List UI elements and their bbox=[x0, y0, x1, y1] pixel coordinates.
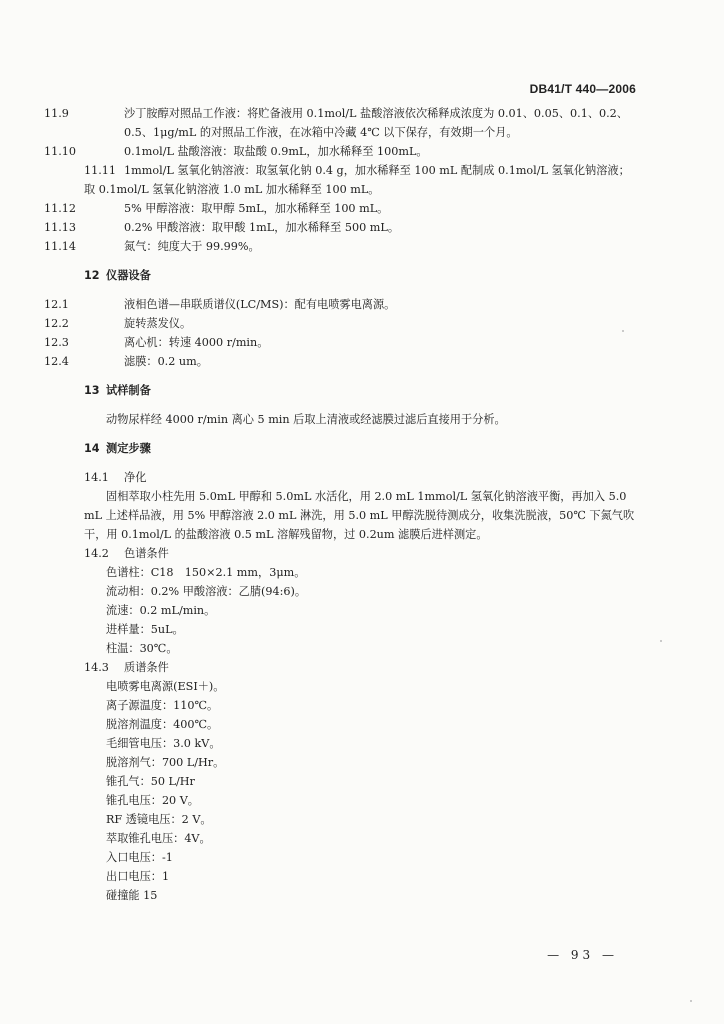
scan-speck bbox=[622, 330, 624, 332]
item-number: 12.1 bbox=[44, 298, 69, 311]
item-text: 0.2% 甲酸溶液：取甲酸 1mL，加水稀释至 500 mL。 bbox=[124, 221, 400, 234]
reagent-item bbox=[44, 199, 640, 218]
section-number: 14 bbox=[84, 442, 100, 455]
section-heading-procedure bbox=[84, 439, 640, 458]
condition-line: 毛细管电压：3.0 kV。 bbox=[106, 737, 221, 750]
item-text: 0.1mol/L 盐酸溶液：取盐酸 0.9mL，加水稀释至 100mL。 bbox=[124, 145, 428, 158]
item-number: 12.3 bbox=[44, 336, 69, 349]
condition-line: 流速：0.2 mL/min。 bbox=[106, 604, 216, 617]
condition-line: 脱溶剂温度：400℃。 bbox=[106, 718, 219, 731]
item-text: 液相色谱—串联质谱仪(LC/MS)：配有电喷雾电离源。 bbox=[124, 298, 396, 311]
condition-line: 电喷雾电离源(ESI＋)。 bbox=[106, 680, 225, 693]
condition-line: 流动相：0.2% 甲酸溶液：乙腈(94:6)。 bbox=[106, 585, 307, 598]
condition-line: 碰撞能 15 bbox=[106, 889, 158, 902]
condition-line: 离子源温度：110℃。 bbox=[106, 699, 219, 712]
item-text: 离心机：转速 4000 r/min。 bbox=[124, 336, 269, 349]
item-number: 11.11 bbox=[84, 164, 117, 177]
section-title: 试样制备 bbox=[106, 384, 151, 397]
condition-line: 色谱柱：C18 150×2.1 mm，3μm。 bbox=[106, 566, 306, 579]
subsection-title: 质谱条件 bbox=[124, 661, 169, 674]
reagent-item bbox=[44, 104, 640, 142]
section-number: 12 bbox=[84, 269, 100, 282]
item-text: 1mmol/L 氢氧化钠溶液：取氢氧化钠 0.4 g，加水稀释至 100 mL 配制成 0.1mol/L 氢氧化钠溶液；取 0.1mol/L 氢氧化钠溶液 1.0 mL 加水稀释至 100 mL。 bbox=[84, 164, 630, 196]
mass-spec-conditions bbox=[84, 677, 640, 905]
sample-prep-text: 动物尿样经 4000 r/min 离心 5 min 后取上清液或经滤膜过滤后直接用于分析。 bbox=[106, 413, 506, 426]
document-code: DB41/T 440—2006 bbox=[529, 82, 636, 96]
condition-line: 入口电压：-1 bbox=[106, 851, 173, 864]
reagent-item bbox=[44, 237, 640, 256]
item-number: 11.14 bbox=[44, 240, 77, 253]
subsection-title: 色谱条件 bbox=[124, 547, 169, 560]
chromatography-conditions bbox=[84, 563, 640, 658]
condition-line: 出口电压：1 bbox=[106, 870, 170, 883]
subsection-heading-cleanup bbox=[84, 468, 640, 487]
reagent-item bbox=[44, 218, 640, 237]
condition-line: 锥孔电压：20 V。 bbox=[106, 794, 199, 807]
item-text: 氮气：纯度大于 99.99%。 bbox=[124, 240, 260, 253]
item-text: 沙丁胺醇对照品工作液：将贮备液用 0.1mol/L 盐酸溶液依次稀释成浓度为 0.01、0.05、0.1、0.2、0.5、1μg/mL 的对照品工作液，在冰箱中冷藏 4℃ 以下保存，有效期一个月。 bbox=[124, 107, 628, 139]
equipment-item bbox=[44, 352, 640, 371]
subsection-heading-chromatography bbox=[84, 544, 640, 563]
section-heading-equipment bbox=[84, 266, 640, 285]
item-number: 11.9 bbox=[44, 107, 69, 120]
equipment-item bbox=[44, 333, 640, 352]
item-number: 14.2 bbox=[84, 547, 109, 560]
condition-line: 柱温：30℃。 bbox=[106, 642, 178, 655]
page-number: — 93 — bbox=[547, 948, 618, 962]
condition-line: 锥孔气：50 L/Hr bbox=[106, 775, 195, 788]
section-title: 测定步骤 bbox=[106, 442, 151, 455]
subsection-title: 净化 bbox=[124, 471, 147, 484]
cleanup-text: 固相萃取小柱先用 5.0mL 甲醇和 5.0mL 水活化，用 2.0 mL 1mmol/L 氢氧化钠溶液平衡，再加入 5.0 mL 上述样品液，用 5% 甲醇溶液 2.0 mL 淋洗，用 5.0 mL 甲醇洗脱待测成分，收集洗脱液，50℃ 下氮气吹干，用 0.1mol/L 的盐酸溶液 0.5 mL 溶解残留物，过 0.2um 滤膜后进样测定。 bbox=[84, 490, 635, 541]
condition-line: RF 透镜电压：2 V。 bbox=[106, 813, 212, 826]
item-number: 11.12 bbox=[44, 202, 77, 215]
item-number: 12.4 bbox=[44, 355, 69, 368]
condition-line: 进样量：5uL。 bbox=[106, 623, 184, 636]
page-content bbox=[44, 104, 640, 905]
section-heading-sample-prep bbox=[84, 381, 640, 400]
item-number: 12.2 bbox=[44, 317, 69, 330]
section-title: 仪器设备 bbox=[106, 269, 151, 282]
equipment-item bbox=[44, 295, 640, 314]
scan-speck bbox=[690, 1000, 692, 1002]
condition-line: 脱溶剂气：700 L/Hr。 bbox=[106, 756, 225, 769]
item-text: 滤膜：0.2 um。 bbox=[124, 355, 208, 368]
subsection-heading-mass-spec bbox=[84, 658, 640, 677]
item-number: 14.3 bbox=[84, 661, 109, 674]
item-number: 14.1 bbox=[84, 471, 109, 484]
reagent-item bbox=[84, 161, 640, 199]
item-number: 11.10 bbox=[44, 145, 77, 158]
section-number: 13 bbox=[84, 384, 100, 397]
scan-speck bbox=[660, 640, 662, 642]
reagent-item bbox=[44, 142, 640, 161]
condition-line: 萃取锥孔电压：4V。 bbox=[106, 832, 211, 845]
item-text: 旋转蒸发仪。 bbox=[124, 317, 192, 330]
item-text: 5% 甲醇溶液：取甲醇 5mL，加水稀释至 100 mL。 bbox=[124, 202, 389, 215]
equipment-item bbox=[44, 314, 640, 333]
item-number: 11.13 bbox=[44, 221, 77, 234]
